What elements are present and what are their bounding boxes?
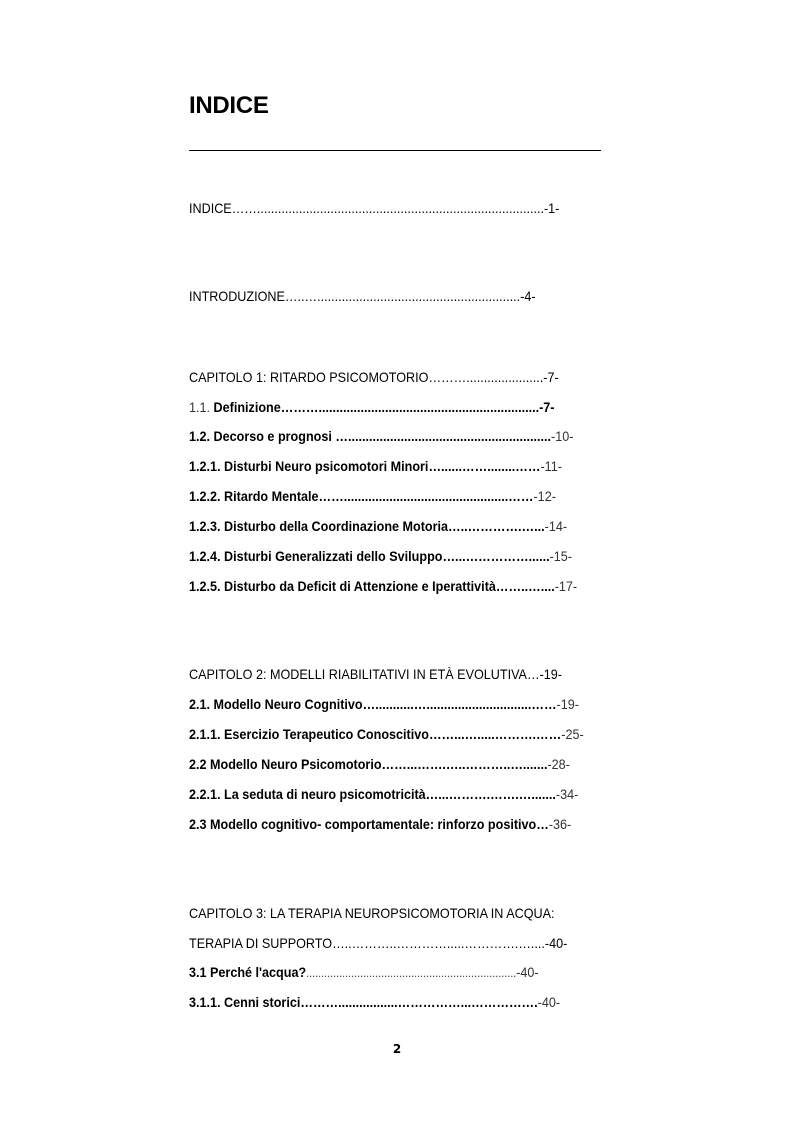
toc-page: -11- <box>540 458 562 474</box>
toc-page: -19- <box>539 666 562 682</box>
toc-page: -17- <box>554 578 578 594</box>
toc-entry-1-2[interactable] <box>189 427 573 445</box>
toc-leader: ……..….... <box>495 578 555 594</box>
toc-label: 1.2.4. Disturbi Generalizzati dello Sviluppo <box>189 548 443 564</box>
toc-label: 1.2.2. Ritardo Mentale <box>189 488 319 504</box>
toc-leader: ……….................……………...……………. <box>300 994 538 1010</box>
toc-label: 1.2. Decorso e prognosi <box>189 428 332 444</box>
toc-page: -40- <box>537 994 561 1010</box>
toc-entry-2-1-1[interactable] <box>189 725 584 743</box>
toc-leader: …......……........…… <box>428 458 541 474</box>
toc-leader: …...……………...... <box>442 548 550 564</box>
toc-entry-1-2-5[interactable] <box>189 577 577 595</box>
toc-label: 2.2.1. La seduta di neuro psicomotricità <box>189 786 426 802</box>
toc-section-number: 1.1. <box>189 399 211 415</box>
toc-entry-1-2-4[interactable] <box>189 547 572 565</box>
toc-leader: …..………..………….....………….….... <box>332 935 545 951</box>
toc-entry-3-1-1[interactable] <box>189 993 560 1011</box>
toc-leader: …..………….…... <box>448 518 545 534</box>
toc-page: -4- <box>520 288 536 304</box>
toc-leader: … <box>526 666 540 682</box>
toc-entry-2-2[interactable] <box>189 755 570 773</box>
toc-page: -34- <box>555 786 579 802</box>
toc-page: -10- <box>550 428 574 444</box>
toc-entry-capitolo-3[interactable] <box>189 904 555 922</box>
toc-label: CAPITOLO 3: LA TERAPIA NEUROPSICOMOTORIA IN ACQUA: <box>189 905 555 921</box>
toc-label: 1.2.5. Disturbo da Deficit di Attenzione e Iperattività <box>189 578 496 594</box>
page-number: 2 <box>392 1042 402 1056</box>
toc-label: INTRODUZIONE <box>189 288 285 304</box>
toc-page: -1- <box>543 200 560 216</box>
toc-leader: …….................................................................................. <box>231 200 544 216</box>
toc-leader: ….......................................................... <box>331 428 551 444</box>
toc-leader: ………...................... <box>428 369 544 385</box>
toc-page: -28- <box>547 756 570 772</box>
toc-entry-2-1[interactable] <box>189 695 579 713</box>
toc-label: CAPITOLO 2: MODELLI RIABILITATIVI IN ETÀ EVOLUTIVA <box>189 666 527 682</box>
toc-leader: …...……….…….…....... <box>425 786 556 802</box>
toc-entry-3-1[interactable] <box>189 963 539 982</box>
toc-entry-1-2-3[interactable] <box>189 517 567 535</box>
toc-leader: ……...…….…..………..…....... <box>381 756 548 772</box>
toc-label: 2.1. Modello Neuro Cognitivo <box>189 696 363 712</box>
toc-label: 2.3 Modello cognitivo- comportamentale: rinforzo positivo <box>189 816 537 832</box>
toc-page: -25- <box>561 726 584 742</box>
toc-entry-2-2-1[interactable] <box>189 785 578 803</box>
toc-page: -19- <box>556 696 579 712</box>
toc-label: TERAPIA DI SUPPORTO <box>189 935 333 951</box>
toc-entry-1-2-1[interactable] <box>189 457 562 475</box>
toc-entry-terapia-di-supporto[interactable] <box>189 934 567 952</box>
toc-page: -14- <box>544 518 568 534</box>
toc-page: -15- <box>549 548 572 564</box>
toc-label: 2.2 Modello Neuro Psicomotorio <box>189 756 382 772</box>
toc-label: INDICE <box>189 200 232 216</box>
toc-label: 1.2.1. Disturbi Neuro psicomotori Minori <box>189 458 429 474</box>
toc-leader: ...................................................................... <box>306 966 517 980</box>
toc-page: -7- <box>543 369 559 385</box>
toc-entry-2-3[interactable] <box>189 815 571 833</box>
toc-entry-introduzione[interactable] <box>189 287 536 305</box>
toc-leader: … <box>536 816 549 832</box>
toc-label: 1.2.3. Disturbo della Coordinazione Motoria <box>189 518 449 534</box>
toc-leader: ………............................................................... <box>280 399 540 415</box>
toc-label: CAPITOLO 1: RITARDO PSICOMOTORIO <box>189 369 429 385</box>
toc-label: 2.1.1. Esercizio Terapeutico Conoscitivo <box>189 726 429 742</box>
toc-leader: ……...….....……….…… <box>428 726 562 742</box>
toc-entry-1-2-2[interactable] <box>189 487 556 505</box>
toc-leader: …..….......................................................... <box>284 288 521 304</box>
toc-entry-1-1[interactable] <box>189 398 554 416</box>
toc-leader: ……...............................................…… <box>318 488 534 504</box>
toc-page: -7- <box>539 399 555 415</box>
page-title: INDICE <box>189 92 269 119</box>
toc-page: -36- <box>548 816 572 832</box>
toc-label: 3.1.1. Cenni storici <box>189 994 301 1010</box>
toc-page: -40- <box>516 964 539 980</box>
toc-leader: …...........…..............................…… <box>362 696 557 712</box>
toc-page: -12- <box>533 488 556 504</box>
toc-entry-capitolo-2[interactable] <box>189 665 562 683</box>
toc-entry-capitolo-1[interactable] <box>189 368 559 386</box>
toc-label: Definizione <box>213 399 281 415</box>
toc-page: -40- <box>544 935 568 951</box>
toc-entry-indice[interactable] <box>189 199 559 217</box>
title-underline <box>189 150 601 151</box>
toc-label: 3.1 Perché l'acqua? <box>189 964 307 980</box>
